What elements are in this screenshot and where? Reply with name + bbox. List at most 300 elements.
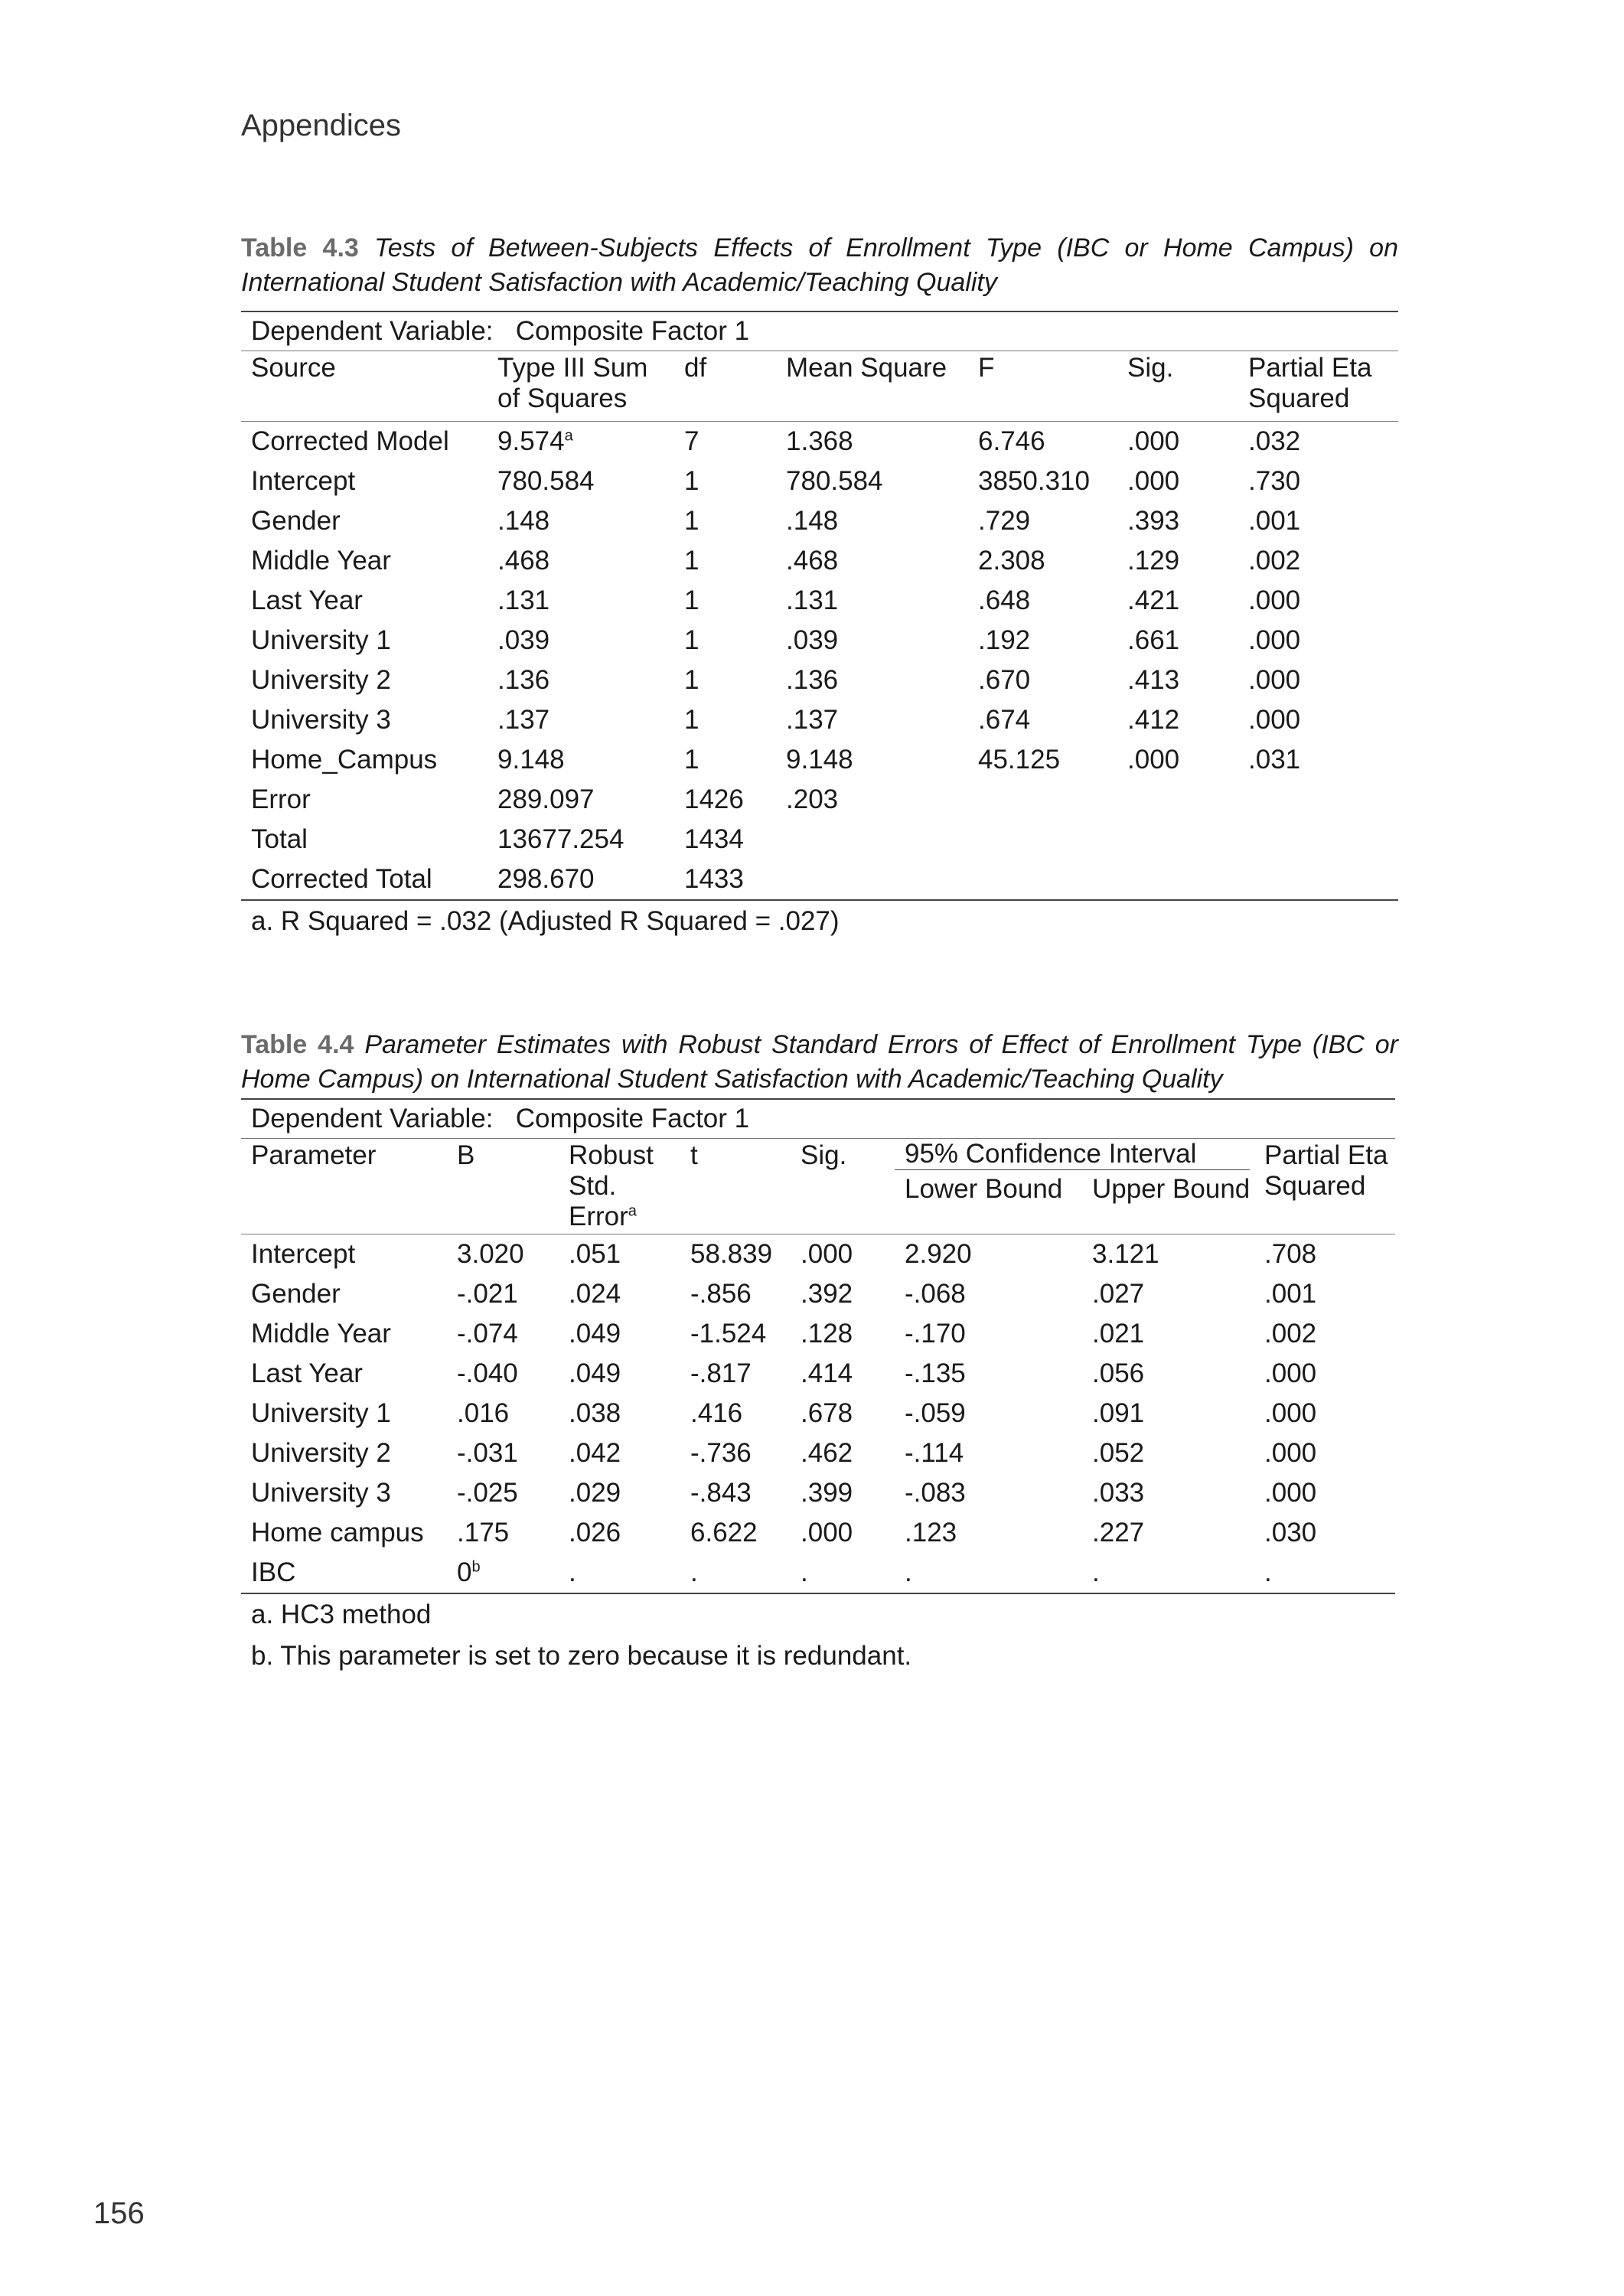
table-cell [447, 1433, 559, 1473]
table-cell [680, 1274, 791, 1314]
cell-value: .000 [1248, 585, 1301, 615]
footnote-row [241, 900, 1398, 942]
cell-value: .026 [569, 1518, 621, 1548]
table-cell [1254, 1234, 1395, 1275]
cell-value: .148 [786, 506, 839, 536]
cell-value: .000 [1264, 1438, 1317, 1468]
table-row [241, 859, 1398, 900]
cell-value: University 3 [251, 705, 391, 735]
cell-value: . [1092, 1557, 1100, 1587]
table-cell [968, 501, 1117, 541]
cell-value: .030 [1264, 1518, 1317, 1548]
table-cell [1117, 700, 1238, 740]
table-cell [1117, 422, 1238, 462]
table-cell [791, 1473, 895, 1513]
table-cell [968, 700, 1117, 740]
table-cell [674, 700, 776, 740]
table-cell [559, 1234, 680, 1275]
cell-value: .413 [1127, 665, 1180, 695]
table-cell [968, 820, 1117, 859]
row-label [241, 1394, 447, 1433]
table-cell [1254, 1314, 1395, 1354]
table-cell [1254, 1513, 1395, 1553]
header-cell: F [968, 351, 1117, 422]
cell-value: University 1 [251, 625, 391, 655]
cell-value: .148 [497, 506, 550, 536]
cell-value: Gender [251, 506, 341, 536]
table-cell [488, 501, 674, 541]
cell-value: -.843 [690, 1478, 752, 1508]
cell-value: -.025 [457, 1478, 518, 1508]
row-label [241, 1234, 447, 1275]
table-cell [559, 1314, 680, 1354]
cell-value: Home_Campus [251, 745, 438, 775]
cell-value: Home campus [251, 1518, 424, 1548]
table-cell [1238, 660, 1398, 700]
cell-value: -.170 [905, 1319, 966, 1349]
table-row [241, 1473, 1395, 1513]
cell-value: .049 [569, 1358, 621, 1388]
table-row [241, 820, 1398, 859]
table-cell [968, 660, 1117, 700]
table-row [241, 1314, 1395, 1354]
cell-value: 1 [684, 506, 699, 536]
table-cell [895, 1513, 1082, 1553]
footnote-marker: a [628, 1202, 637, 1220]
cell-value: -.135 [905, 1358, 966, 1388]
table-cell [968, 740, 1117, 780]
table-cell [488, 621, 674, 660]
cell-value: .000 [1248, 625, 1301, 655]
header-cell: Source [241, 351, 488, 422]
cell-value: Middle Year [251, 1319, 391, 1349]
cell-value: -.817 [690, 1358, 752, 1388]
table-row [241, 581, 1398, 621]
table-cell [791, 1553, 895, 1593]
table-cell [559, 1274, 680, 1314]
table-cell [1238, 700, 1398, 740]
table-row [241, 1433, 1395, 1473]
table-cell [968, 461, 1117, 501]
cell-value: 3.121 [1092, 1239, 1159, 1269]
table-4-4 [241, 1098, 1395, 1677]
header-cell: Mean Square [776, 351, 968, 422]
row-label [241, 660, 488, 700]
cell-value: 289.097 [497, 784, 595, 814]
cell-value: .175 [457, 1518, 510, 1548]
cell-value: .042 [569, 1438, 621, 1468]
table-row [241, 501, 1398, 541]
table-cell [1082, 1433, 1254, 1473]
row-label [241, 621, 488, 660]
cell-value: .136 [786, 665, 839, 695]
table-cell [674, 820, 776, 859]
cell-value: 2.308 [978, 546, 1045, 576]
cell-value: . [801, 1557, 808, 1587]
cell-value: -.031 [457, 1438, 518, 1468]
table-4-3-caption [241, 231, 1398, 300]
table-cell [791, 1234, 895, 1275]
cell-value: -.114 [905, 1438, 964, 1468]
cell-value: .000 [1264, 1478, 1317, 1508]
cell-value: .137 [786, 705, 839, 735]
header-row [241, 351, 1398, 422]
table-cell [1238, 422, 1398, 462]
cell-value: Total [251, 824, 308, 854]
cell-value: . [905, 1557, 912, 1587]
row-label [241, 700, 488, 740]
header-cell: df [674, 351, 776, 422]
cell-value: University 1 [251, 1398, 391, 1428]
table-cell [776, 740, 968, 780]
cell-value: Gender [251, 1279, 341, 1309]
cell-value: 780.584 [497, 466, 595, 496]
header-cell: Partial Eta Squared [1238, 351, 1398, 422]
footnote-marker: b [471, 1558, 481, 1576]
cell-value: University 3 [251, 1478, 391, 1508]
table-row [241, 1513, 1395, 1553]
row-label [241, 1473, 447, 1513]
table-cell [488, 422, 674, 462]
table-cell [895, 1274, 1082, 1314]
table-cell [968, 422, 1117, 462]
table-title: Tests of Between-Subjects Effects of Enrollment Type (IBC or Home Campus) on International Student Satisfaction with Academic/Teaching Quality [241, 233, 1399, 297]
row-label [241, 1314, 447, 1354]
table-cell [680, 1354, 791, 1394]
table-cell [1254, 1473, 1395, 1513]
cell-value: .648 [978, 585, 1031, 615]
cell-value: Intercept [251, 1239, 356, 1269]
cell-value: .392 [801, 1279, 853, 1309]
table-row [241, 700, 1398, 740]
cell-value: .000 [1264, 1398, 1317, 1428]
table-cell [674, 660, 776, 700]
cell-value: Corrected Total [251, 864, 432, 894]
cell-value: 1 [684, 705, 699, 735]
cell-value: 6.622 [690, 1518, 758, 1548]
table-cell [791, 1354, 895, 1394]
footnote: a. R Squared = .032 (Adjusted R Squared = .027) [251, 906, 840, 936]
table-cell [674, 780, 776, 820]
table-row [241, 461, 1398, 501]
table-cell [776, 501, 968, 541]
table-cell [791, 1433, 895, 1473]
table-cell [776, 422, 968, 462]
table-cell [776, 541, 968, 581]
row-label [241, 461, 488, 501]
table-cell [1238, 859, 1398, 900]
cell-value: . [1264, 1557, 1272, 1587]
table-row [241, 780, 1398, 820]
row-label [241, 780, 488, 820]
table-row [241, 740, 1398, 780]
table-row [241, 541, 1398, 581]
table-cell [674, 740, 776, 780]
cell-value: .052 [1092, 1438, 1145, 1468]
cell-value: .393 [1127, 506, 1180, 536]
table-cell [488, 461, 674, 501]
table-4-4-caption [241, 1028, 1398, 1097]
cell-value: .131 [786, 585, 839, 615]
table-row [241, 621, 1398, 660]
table-cell [1082, 1234, 1254, 1275]
cell-value: Error [251, 784, 311, 814]
table-cell [1238, 621, 1398, 660]
table-cell [1117, 541, 1238, 581]
row-label [241, 501, 488, 541]
cell-value: .462 [801, 1438, 853, 1468]
row-label [241, 422, 488, 462]
table-cell [1082, 1314, 1254, 1354]
cell-value: 780.584 [786, 466, 883, 496]
cell-value: .051 [569, 1239, 621, 1269]
cell-value: .021 [1092, 1319, 1145, 1349]
table-cell [1254, 1394, 1395, 1433]
table-cell [674, 422, 776, 462]
table-cell [776, 621, 968, 660]
table-cell [447, 1553, 559, 1593]
cell-value: 13677.254 [497, 824, 624, 854]
table-cell [1254, 1274, 1395, 1314]
cell-value: .000 [801, 1518, 853, 1548]
cell-value: .123 [905, 1518, 957, 1548]
row-label [241, 581, 488, 621]
cell-value: University 2 [251, 665, 391, 695]
dependent-variable-row [241, 1099, 1395, 1139]
cell-value: .056 [1092, 1358, 1145, 1388]
table-title: Parameter Estimates with Robust Standard Errors of Effect of Enrollment Type (IBC or Home Campus) on International Student Satisfaction with Academic/Teaching Quality [241, 1030, 1398, 1094]
cell-value: .000 [1127, 745, 1180, 775]
table-row [241, 1553, 1395, 1593]
table-cell [895, 1433, 1082, 1473]
table-cell [559, 1553, 680, 1593]
cell-value: -.059 [905, 1398, 966, 1428]
table-cell [488, 541, 674, 581]
row-label [241, 1433, 447, 1473]
cell-value: .000 [1248, 705, 1301, 735]
table-cell [488, 820, 674, 859]
table-cell [776, 820, 968, 859]
header-lower: Lower Bound [895, 1172, 1082, 1234]
table-cell [1238, 581, 1398, 621]
header-cell: Sig. [1117, 351, 1238, 422]
cell-value: .674 [978, 705, 1031, 735]
header-eta: Partial Eta Squared [1254, 1139, 1395, 1234]
table-cell [1082, 1473, 1254, 1513]
cell-value: .002 [1248, 546, 1301, 576]
cell-value: .039 [786, 625, 839, 655]
cell-value: -.083 [905, 1478, 966, 1508]
cell-value: 9.148 [497, 745, 565, 775]
table-cell [1117, 820, 1238, 859]
table-cell [488, 780, 674, 820]
row-label [241, 541, 488, 581]
table-cell [1117, 501, 1238, 541]
table-cell [776, 461, 968, 501]
table-cell [447, 1274, 559, 1314]
table-4-3 [241, 311, 1398, 942]
table-label: Table 4.3 [241, 233, 359, 263]
table-cell [447, 1314, 559, 1354]
table-cell [680, 1314, 791, 1354]
cell-value: 1 [684, 585, 699, 615]
cell-value: 1.368 [786, 426, 853, 456]
cell-value: .027 [1092, 1279, 1145, 1309]
table-cell [447, 1513, 559, 1553]
cell-value: .001 [1248, 506, 1301, 536]
table-cell [447, 1234, 559, 1275]
table-row [241, 422, 1398, 462]
cell-value: .039 [497, 625, 550, 655]
header-ci [895, 1139, 1254, 1173]
footnote-marker: a [564, 427, 573, 445]
cell-value: Middle Year [251, 546, 391, 576]
table-cell [488, 581, 674, 621]
cell-value: .128 [801, 1319, 853, 1349]
table-row [241, 660, 1398, 700]
table-cell [1238, 461, 1398, 501]
row-label [241, 859, 488, 900]
cell-value: 1434 [684, 824, 744, 854]
cell-value: 45.125 [978, 745, 1061, 775]
cell-value: .708 [1264, 1239, 1317, 1269]
table-cell [1082, 1553, 1254, 1593]
table-cell [559, 1354, 680, 1394]
table-cell [1082, 1394, 1254, 1433]
header-t: t [680, 1139, 791, 1234]
cell-value: 1426 [684, 784, 744, 814]
table-cell [1117, 660, 1238, 700]
cell-value: .399 [801, 1478, 853, 1508]
cell-value: -.736 [690, 1438, 752, 1468]
table-cell [680, 1553, 791, 1593]
table-cell [674, 621, 776, 660]
cell-value: .000 [1127, 466, 1180, 496]
cell-value: .661 [1127, 625, 1180, 655]
table-cell [791, 1513, 895, 1553]
cell-value: -1.524 [690, 1319, 767, 1349]
table-cell [1117, 461, 1238, 501]
table-cell [776, 660, 968, 700]
row-label [241, 820, 488, 859]
cell-value: 58.839 [690, 1239, 773, 1269]
table-cell [1082, 1354, 1254, 1394]
header-row [241, 1139, 1395, 1173]
cell-value: .049 [569, 1319, 621, 1349]
cell-value: Intercept [251, 466, 356, 496]
table-cell [447, 1394, 559, 1433]
cell-value: .412 [1127, 705, 1180, 735]
cell-value: .131 [497, 585, 550, 615]
table-cell [1238, 501, 1398, 541]
table-cell [791, 1274, 895, 1314]
cell-value: -.068 [905, 1279, 966, 1309]
cell-value: .203 [786, 784, 839, 814]
dependent-label: Dependent Variable: [251, 316, 494, 346]
cell-value: .000 [1248, 665, 1301, 695]
cell-value: 3850.310 [978, 466, 1090, 496]
cell-value: . [569, 1557, 576, 1587]
table-cell [447, 1473, 559, 1513]
cell-value: .016 [457, 1398, 510, 1428]
table-cell [1254, 1354, 1395, 1394]
table-cell [1254, 1433, 1395, 1473]
cell-value: .678 [801, 1398, 853, 1428]
cell-value: 1433 [684, 864, 744, 894]
header-b: B [447, 1139, 559, 1234]
cell-value: .001 [1264, 1279, 1317, 1309]
row-label [241, 1513, 447, 1553]
cell-value: 0 [457, 1557, 472, 1587]
table-cell [559, 1433, 680, 1473]
cell-value: .416 [690, 1398, 743, 1428]
table-cell [488, 700, 674, 740]
row-label [241, 1354, 447, 1394]
cell-value: .670 [978, 665, 1031, 695]
cell-value: 9.574 [497, 426, 565, 456]
table-cell [488, 859, 674, 900]
table-cell [895, 1394, 1082, 1433]
cell-value: .029 [569, 1478, 621, 1508]
table-cell [680, 1473, 791, 1513]
table-cell [1238, 541, 1398, 581]
table-cell [559, 1513, 680, 1553]
table-cell [559, 1473, 680, 1513]
table-cell [674, 501, 776, 541]
cell-value: .730 [1248, 466, 1301, 496]
table-cell [791, 1314, 895, 1354]
footnote-row [241, 1636, 1395, 1677]
cell-value: 298.670 [497, 864, 595, 894]
cell-value: 9.148 [786, 745, 853, 775]
header-robust-se [559, 1139, 680, 1234]
cell-value: .421 [1127, 585, 1180, 615]
table-cell [776, 581, 968, 621]
cell-value: 2.920 [905, 1239, 972, 1269]
table-cell [776, 700, 968, 740]
running-head: Appendices [241, 109, 402, 142]
table-cell [1238, 740, 1398, 780]
header-parameter: Parameter [241, 1139, 447, 1234]
table-cell [488, 740, 674, 780]
table-cell [968, 621, 1117, 660]
table-cell [1082, 1513, 1254, 1553]
cell-value: Last Year [251, 585, 363, 615]
table-cell [895, 1473, 1082, 1513]
table-cell [674, 581, 776, 621]
table-cell [968, 859, 1117, 900]
table-cell [776, 859, 968, 900]
table-cell [968, 780, 1117, 820]
cell-value: -.040 [457, 1358, 518, 1388]
row-label [241, 1553, 447, 1593]
table-cell [1117, 581, 1238, 621]
table-cell [674, 859, 776, 900]
cell-value: -.074 [457, 1319, 518, 1349]
cell-value: .729 [978, 506, 1031, 536]
table-cell [895, 1553, 1082, 1593]
table-label: Table 4.4 [241, 1030, 354, 1059]
cell-value: .000 [801, 1239, 853, 1269]
table-cell [1238, 820, 1398, 859]
cell-value: 1 [684, 745, 699, 775]
header-sig: Sig. [791, 1139, 895, 1234]
table-cell [895, 1234, 1082, 1275]
cell-value: IBC [251, 1557, 296, 1587]
table-cell [674, 541, 776, 581]
table-cell [680, 1394, 791, 1433]
cell-value: .129 [1127, 546, 1180, 576]
